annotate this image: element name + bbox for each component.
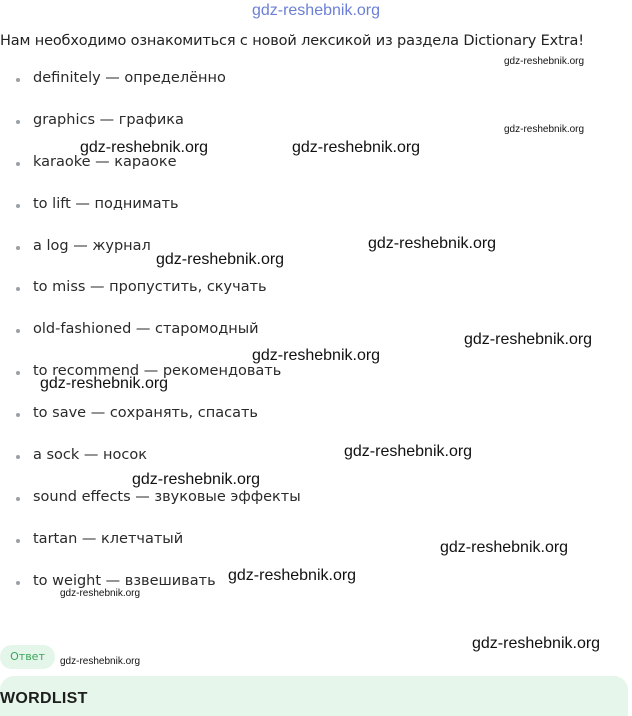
watermark: gdz-reshebnik.org: [60, 588, 141, 599]
list-item: to recommend — рекомендовать: [0, 361, 301, 403]
watermark: gdz-reshebnik.org: [504, 56, 585, 67]
list-item: graphics — графика: [0, 110, 301, 152]
watermark: gdz-reshebnik.org: [440, 539, 569, 556]
wordlist-panel: [0, 676, 628, 716]
site-header-watermark: gdz-reshebnik.org: [251, 2, 381, 19]
list-item: old-fashioned — старомодный: [0, 319, 301, 361]
watermark: gdz-reshebnik.org: [252, 347, 381, 364]
watermark: gdz-reshebnik.org: [464, 331, 593, 348]
list-item: tartan — клетчатый: [0, 529, 301, 571]
list-item: to miss — пропустить, скучать: [0, 277, 301, 319]
list-item: a sock — носок: [0, 445, 301, 487]
wordlist-title: WORDLIST: [0, 690, 88, 707]
list-item: definitely — определённо: [0, 68, 301, 110]
watermark: gdz-reshebnik.org: [292, 139, 421, 156]
watermark: gdz-reshebnik.org: [40, 375, 169, 392]
watermark: gdz-reshebnik.org: [80, 139, 209, 156]
answer-button[interactable]: Ответ: [0, 645, 55, 669]
intro-text: Нам необходимо ознакомиться с новой лексикой из раздела Dictionary Extra!: [0, 33, 584, 49]
watermark: gdz-reshebnik.org: [228, 567, 357, 584]
watermark: gdz-reshebnik.org: [60, 656, 141, 667]
list-item: a log — журнал: [0, 236, 301, 278]
list-item: to lift — поднимать: [0, 194, 301, 236]
watermark: gdz-reshebnik.org: [472, 635, 601, 652]
watermark: gdz-reshebnik.org: [344, 443, 473, 460]
list-item: to save — сохранять, спасать: [0, 403, 301, 445]
list-item: sound effects — звуковые эффекты: [0, 487, 301, 529]
watermark: gdz-reshebnik.org: [132, 471, 261, 488]
watermark: gdz-reshebnik.org: [156, 251, 285, 268]
watermark: gdz-reshebnik.org: [504, 124, 585, 135]
list-item: karaoke — караоке: [0, 152, 301, 194]
list-item: to weight — взвешивать: [0, 571, 301, 613]
watermark: gdz-reshebnik.org: [368, 235, 497, 252]
